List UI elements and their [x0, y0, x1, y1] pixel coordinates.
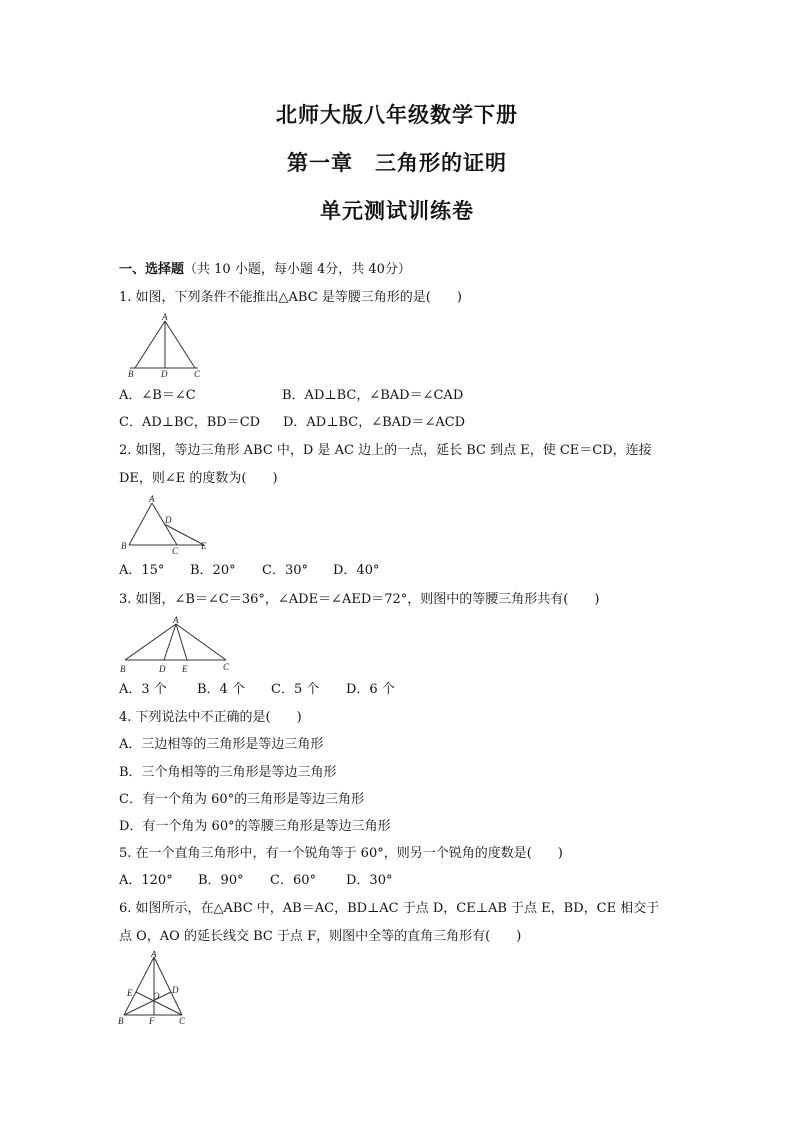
q5-option-b[interactable]: B．90°	[198, 873, 244, 888]
question-3-figure	[116, 614, 240, 680]
question-6-figure	[116, 951, 192, 1031]
question-3-stem: 3. 如图，∠B＝∠C＝36°，∠ADE＝∠AED＝72°，则图中的等腰三角形共有( )	[119, 592, 600, 607]
q2-label-c: C	[172, 546, 179, 556]
q1-ab	[135, 321, 165, 368]
q6-label-f: F	[149, 1016, 155, 1026]
question-2-stem-line1: 2. 如图，等边三角形 ABC 中，D 是 AC 边上的一点，延长 BC 到点 E，使 CE＝CD，连接	[119, 443, 652, 458]
q3-ad	[164, 624, 176, 660]
q3-option-d[interactable]: D．6 个	[346, 682, 395, 697]
q3-label-a: A	[173, 615, 179, 625]
q2-option-c[interactable]: C．30°	[262, 563, 308, 578]
q2-label-a: A	[149, 494, 155, 504]
q4-option-c[interactable]: C．有一个角为 60°的三角形是等边三角形	[119, 792, 365, 807]
q1-ac	[165, 321, 195, 368]
q1-option-a[interactable]: A．∠B＝∠C	[119, 388, 196, 403]
question-6-stem-line2: 点 O，AO 的延长线交 BC 于点 F，则图中全等的直角三角形有( )	[119, 929, 522, 944]
q6-label-o: O	[153, 991, 160, 1001]
q2-label-d: D	[165, 515, 172, 525]
q5-option-a[interactable]: A．120°	[119, 873, 173, 888]
q2-label-e: E	[201, 541, 207, 551]
section-label: 一、选择题	[119, 262, 185, 277]
q3-label-c: C	[223, 662, 230, 672]
q3-option-a[interactable]: A．3 个	[119, 682, 167, 697]
question-4-stem: 4. 下列说法中不正确的是( )	[119, 710, 302, 725]
q4-option-b[interactable]: B．三个角相等的三角形是等边三角形	[119, 765, 337, 780]
question-1-figure	[124, 313, 208, 383]
q6-label-d: D	[172, 985, 179, 995]
q1-label-d: D	[161, 369, 168, 379]
section-note: （共 10 小题，每小题 4分，共 40分）	[184, 262, 411, 277]
question-5-stem: 5. 在一个直角三角形中，有一个锐角等于 60°，则另一个锐角的度数是( )	[119, 846, 563, 861]
question-1-stem: 1. 如图，下列条件不能推出△ABC 是等腰三角形的是( )	[119, 290, 462, 305]
chapter-title: 第一章 三角形的证明	[287, 151, 507, 175]
section-heading	[119, 262, 411, 278]
q3-ab	[125, 624, 176, 660]
q1-option-d[interactable]: D．AD⊥BC，∠BAD＝∠ACD	[283, 415, 466, 430]
q3-ae	[176, 624, 187, 660]
test-title: 单元测试训练卷	[320, 199, 474, 223]
q3-label-e: E	[182, 664, 188, 674]
q3-ac	[176, 624, 226, 660]
q1-option-b[interactable]: B．AD⊥BC，∠BAD＝∠CAD	[282, 388, 464, 403]
q6-ab	[124, 957, 154, 1015]
q2-label-b: B	[121, 541, 127, 551]
q2-option-b[interactable]: B．20°	[190, 563, 236, 578]
question-2-figure	[118, 493, 218, 561]
q1-label-a: A	[162, 313, 168, 322]
q5-option-d[interactable]: D．30°	[346, 873, 393, 888]
q5-option-c[interactable]: C．60°	[270, 873, 316, 888]
q4-option-d[interactable]: D．有一个角为 60°的等腰三角形是等边三角形	[119, 819, 391, 834]
q6-label-b: B	[118, 1016, 124, 1026]
q1-option-c[interactable]: C．AD⊥BC，BD＝CD	[119, 415, 261, 430]
document-title: 北师大版八年级数学下册	[276, 103, 518, 127]
q1-label-b: B	[128, 369, 134, 379]
q6-label-c: C	[179, 1016, 186, 1026]
q3-label-b: B	[120, 664, 126, 674]
q3-option-c[interactable]: C．5 个	[271, 682, 320, 697]
q1-label-c: C	[194, 369, 201, 379]
q3-label-d: D	[159, 664, 166, 674]
q2-de	[164, 524, 204, 545]
q6-label-e: E	[127, 988, 133, 998]
q2-option-a[interactable]: A．15°	[119, 563, 165, 578]
q2-option-d[interactable]: D．40°	[333, 563, 380, 578]
question-2-stem-line2: DE，则∠E 的度数为( )	[119, 471, 278, 486]
question-6-stem-line1: 6. 如图所示，在△ABC 中，AB＝AC，BD⊥AC 于点 D，CE⊥AB 于点 E，BD，CE 相交于	[119, 901, 660, 916]
q2-ab	[129, 503, 152, 545]
q6-label-a: A	[151, 951, 157, 959]
q4-option-a[interactable]: A．三边相等的三角形是等边三角形	[119, 737, 324, 752]
q3-option-b[interactable]: B．4 个	[197, 682, 245, 697]
